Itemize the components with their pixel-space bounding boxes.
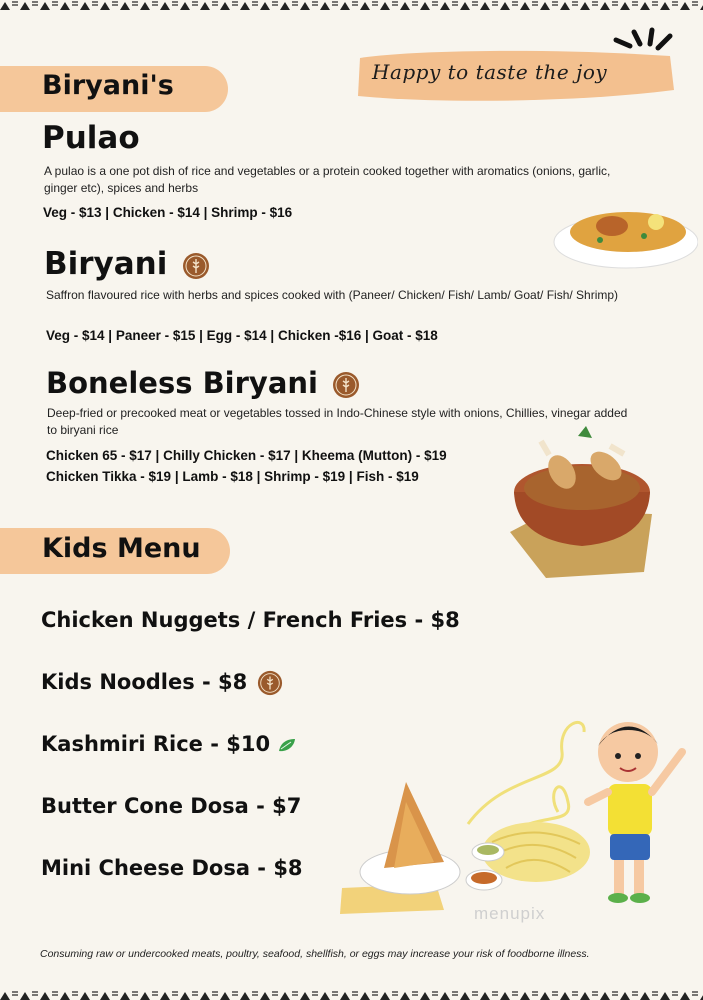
pulao-dish-image	[548, 188, 698, 278]
pulao-prices: Veg - $13 | Chicken - $14 | Shrimp - $16	[43, 205, 293, 220]
boneless-biryani-title-text: Boneless Biryani	[46, 366, 318, 400]
boneless-biryani-description: Deep-fried or precooked meat or vegetables tossed in Indo-Chinese style with onions, Chillies, vinegar added to biryani rice	[47, 406, 628, 437]
sparkle-strokes-icon	[612, 26, 678, 66]
biryani-pot-image	[506, 422, 656, 580]
bottom-border-pattern	[0, 990, 703, 1000]
boneless-biryani-prices-line1: Chicken 65 - $17 | Chilly Chicken - $17 | Kheema (Mutton) - $19	[46, 448, 447, 463]
section-title-kids-menu: Kids Menu	[42, 533, 201, 564]
pulao-description: A pulao is a one pot dish of rice and vegetables or a protein cooked together with aromatics (onions, garlic, ginger etc), spices and herbs	[44, 164, 611, 195]
allergen-footnote: Consuming raw or undercooked meats, poultry, seafood, shellfish, or eggs may increase your risk of foodborne illness.	[40, 948, 590, 960]
gluten-free-badge-icon	[257, 670, 283, 696]
biryani-description: Saffron flavoured rice with herbs and spices cooked with (Paneer/ Chicken/ Fish/ Lamb/ Goat/ Fish/ Shrimp)	[46, 288, 619, 302]
boneless-biryani-prices-line2: Chicken Tikka - $19 | Lamb - $18 | Shrimp - $19 | Fish - $19	[46, 469, 419, 484]
top-border-pattern	[0, 0, 703, 10]
kids-item-chicken-nuggets: Chicken Nuggets / French Fries - $8	[41, 608, 460, 632]
veg-leaf-icon	[277, 737, 297, 753]
pulao-title: Pulao	[42, 120, 140, 156]
gluten-free-badge-icon	[182, 252, 210, 280]
kids-item-kashmiri-rice	[41, 732, 297, 756]
section-title-biryanis: Biryani's	[42, 70, 174, 101]
gluten-free-badge-icon	[332, 371, 360, 399]
kids-item-mini-cheese-dosa: Mini Cheese Dosa - $8	[41, 856, 303, 880]
kids-item-butter-cone-dosa: Butter Cone Dosa - $7	[41, 794, 302, 818]
biryani-title	[44, 246, 210, 282]
kids-item-kids-noodles	[41, 670, 283, 696]
tagline-text: Happy to taste the joy	[372, 60, 608, 84]
kids-item-kids-noodles-text: Kids Noodles - $8	[41, 670, 248, 694]
biryani-prices: Veg - $14 | Paneer - $15 | Egg - $14 | Chicken -$16 | Goat - $18	[46, 328, 438, 343]
kids-food-illustration	[336, 712, 698, 916]
kids-item-kashmiri-rice-text: Kashmiri Rice - $10	[41, 732, 271, 756]
biryani-title-text: Biryani	[44, 246, 168, 282]
watermark: menupix	[474, 904, 546, 923]
boneless-biryani-title	[46, 366, 360, 400]
